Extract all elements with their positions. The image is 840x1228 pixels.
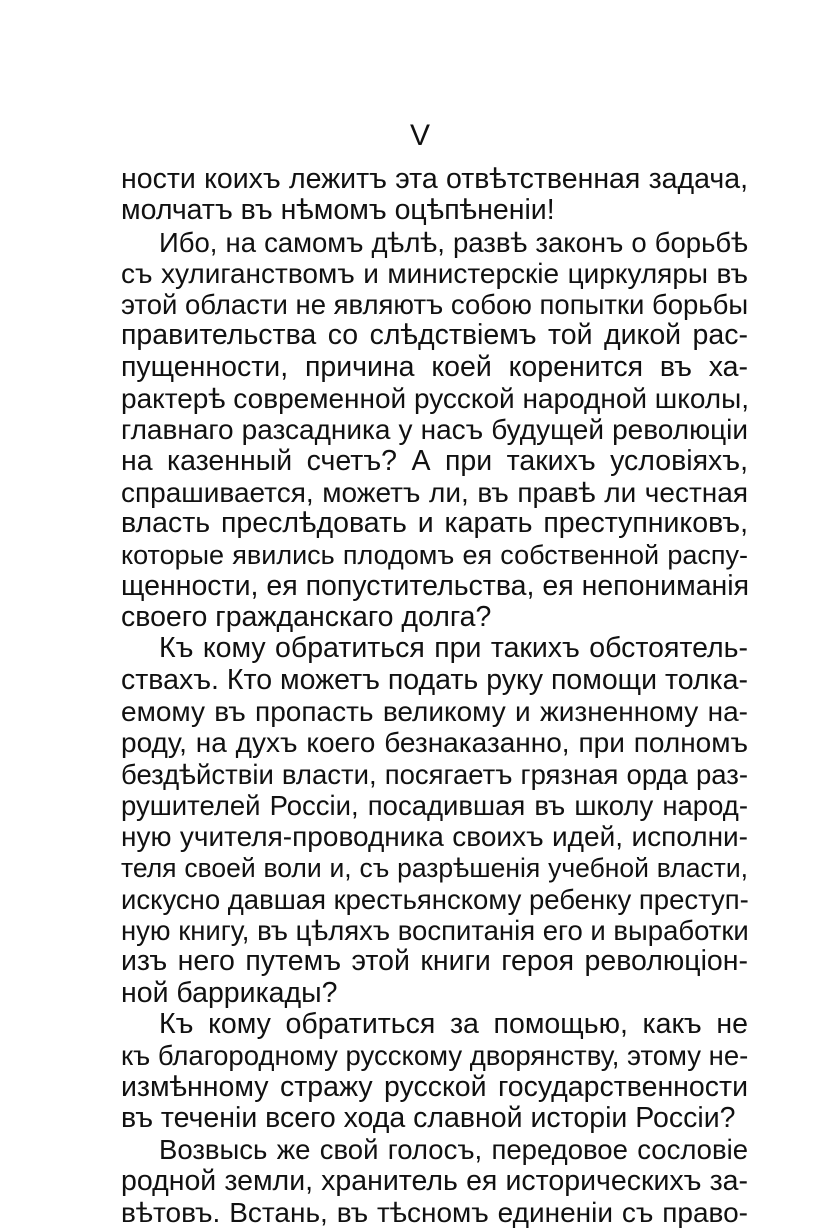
text-line: родной земли, хранитель ея историческихъ за- [121, 1164, 748, 1197]
text-line: щенности, ея попустительства, ея непониманія [121, 569, 750, 602]
text-line: Къ кому обратиться при такихъ обстоятель- [159, 632, 748, 665]
text-line: власть преслѣдовать и карать преступниковъ, [121, 507, 748, 540]
text-line: съ хулиганствомъ и министерскіе циркуляры въ [121, 257, 748, 289]
text-line: правительства со слѣдствіемъ той дикой рас- [121, 319, 748, 352]
text-line: спрашивается, можетъ ли, въ правѣ ли честная [121, 476, 748, 508]
text-line: бездѣйствіи власти, посягаетъ грязная орда раз- [121, 758, 748, 790]
text-line: этой области не являютъ собою попытки борьбы [121, 289, 749, 321]
text-line: въ теченіи всего хода славной исторіи Россіи? [121, 1101, 736, 1134]
text-line: Къ кому обратиться за помощью, какъ не [159, 1008, 748, 1041]
page-number: V [409, 119, 430, 152]
text-line: къ благородному русскому дворянству, этому не- [121, 1040, 749, 1072]
text-line: на казенный счетъ? А при такихъ условіяхъ, [121, 444, 748, 477]
text-line: теля своей воли и, съ разрѣшенія учебной власти, [121, 852, 748, 883]
text-line: рактерѣ современной русской народной школы, [121, 383, 750, 415]
text-line: главнаго разсадника у насъ будущей революціи [121, 414, 748, 446]
text-line: ствахъ. Кто можетъ подать руку помощи толка- [121, 663, 748, 696]
text-line: изъ него путемъ этой книги героя революціон- [121, 945, 748, 978]
text-line: которые явились плодомъ ея собственной распу- [121, 539, 748, 570]
text-line: пущенности, причина коей коренится въ ха- [121, 350, 748, 383]
text-line: рушителей Россіи, посадившая въ школу народ- [121, 789, 748, 821]
text-line: искусно давшая крестьянскому ребенку преступ- [121, 883, 749, 915]
text-line: Ибо, на самомъ дѣлѣ, развѣ законъ о борьбѣ [159, 226, 748, 258]
text-line: молчатъ въ нѣмомъ оцѣпѣненіи! [121, 194, 555, 227]
text-line: ной баррикады? [121, 976, 338, 1009]
text-line: вѣтовъ. Встань, въ тѣсномъ единеніи съ право- [121, 1196, 748, 1228]
text-line: своего гражданскаго долга? [121, 601, 492, 634]
text-line: Возвысь же свой голосъ, передовое сословіе [159, 1134, 748, 1166]
text-line: ную книгу, въ цѣляхъ воспитанія его и выработки [121, 915, 749, 947]
text-line: роду, на духъ коего безнаказанно, при полномъ [121, 727, 748, 759]
text-line: измѣнному стражу русской государственности [121, 1070, 748, 1103]
text-line: емому въ пропасть великому и жизненному на- [121, 696, 748, 728]
page-text [121, 164, 748, 1228]
text-line: ную учителя-проводника своихъ идей, исполни- [121, 821, 748, 853]
text-line: ности коихъ лежитъ эта отвѣтственная задача, [121, 163, 748, 195]
